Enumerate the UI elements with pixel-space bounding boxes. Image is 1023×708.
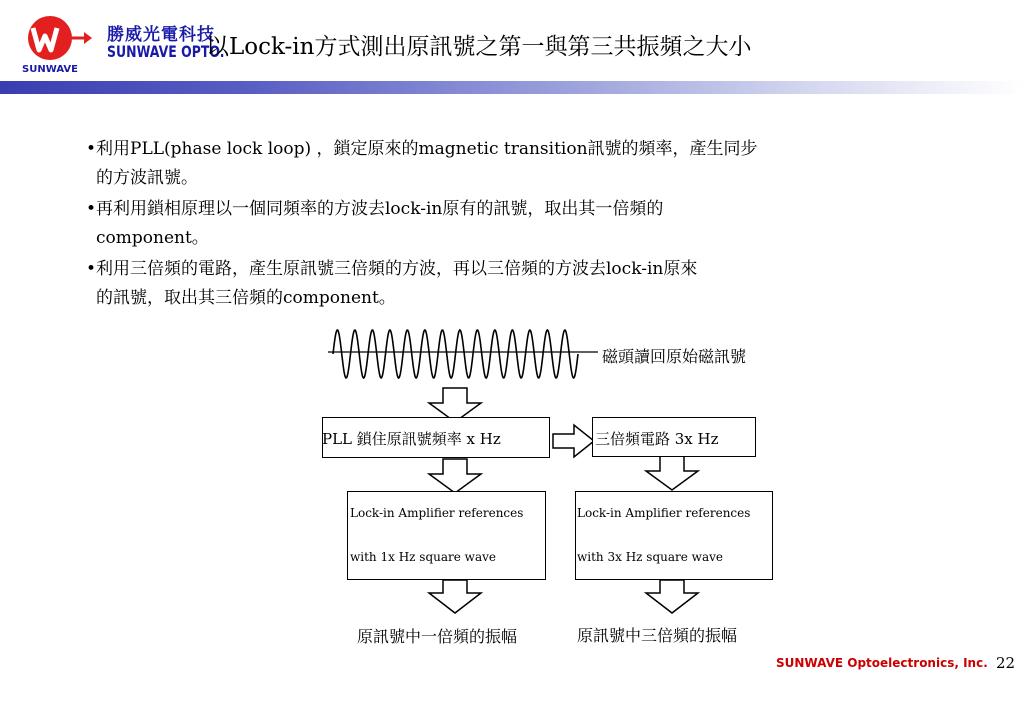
lockin-1x-box bbox=[347, 491, 546, 580]
bullet-line: 的方波訊號。 bbox=[96, 168, 198, 188]
bullet-line: component。 bbox=[96, 228, 209, 248]
right-arrow-icon bbox=[553, 425, 594, 457]
result-3x-label: 原訊號中三倍頻的振幅 bbox=[577, 626, 738, 645]
lockin-1x-line: with 1x Hz square wave bbox=[350, 550, 496, 564]
result-1x-label: 原訊號中一倍頻的振幅 bbox=[357, 627, 518, 646]
footer-company: SUNWAVE Optoelectronics, Inc. bbox=[776, 656, 988, 670]
lockin-3x-line: with 3x Hz square wave bbox=[577, 550, 723, 564]
bullet-marker: • bbox=[86, 199, 97, 219]
down-arrow-icon bbox=[646, 456, 698, 490]
triple-frequency-label: 三倍頻電路 3x Hz bbox=[595, 430, 719, 448]
bullet-item bbox=[86, 195, 936, 253]
logo-text: SUNWAVE bbox=[22, 64, 78, 75]
bullet-marker: • bbox=[86, 139, 97, 159]
down-arrow-icon bbox=[646, 580, 698, 613]
bullet-list bbox=[86, 135, 936, 315]
brand-english-name: SUNWAVE OPTO. bbox=[107, 42, 225, 61]
slide-title: 以Lock-in方式測出原訊號之第一與第三共振頻之大小 bbox=[206, 34, 752, 60]
down-arrow-icon bbox=[429, 580, 481, 613]
bullet-item bbox=[86, 255, 936, 313]
bullet-item bbox=[86, 135, 936, 193]
triple-frequency-box bbox=[592, 417, 756, 457]
pll-box-label: PLL 鎖住原訊號頻率 x Hz bbox=[322, 430, 501, 448]
magnetic-signal-wave bbox=[333, 330, 578, 378]
header-gradient-bar bbox=[0, 81, 1023, 94]
bullet-line: 的訊號，取出其三倍頻的component。 bbox=[96, 288, 396, 308]
bullet-marker: • bbox=[86, 259, 97, 279]
bullet-line: 利用三倍頻的電路，產生原訊號三倍頻的方波，再以三倍頻的方波去lock-in原來 bbox=[96, 259, 698, 279]
signal-label: 磁頭讀回原始磁訊號 bbox=[602, 347, 747, 366]
sunwave-logo bbox=[20, 14, 92, 76]
lockin-3x-box bbox=[575, 491, 773, 580]
bullet-line: 利用PLL(phase lock loop) ，鎖定原來的magnetic transition訊號的頻率，產生同步 bbox=[96, 139, 758, 159]
down-arrow-icon bbox=[429, 459, 481, 493]
lockin-1x-line: Lock-in Amplifier references bbox=[350, 506, 524, 520]
lockin-3x-line: Lock-in Amplifier references bbox=[577, 506, 751, 520]
pll-box bbox=[322, 417, 550, 458]
bullet-line: 再利用鎖相原理以一個同頻率的方波去lock-in原有的訊號，取出其一倍頻的 bbox=[96, 199, 664, 219]
brand-chinese-name: 勝威光電科技 bbox=[107, 25, 215, 45]
page-number: 22 bbox=[996, 654, 1016, 672]
